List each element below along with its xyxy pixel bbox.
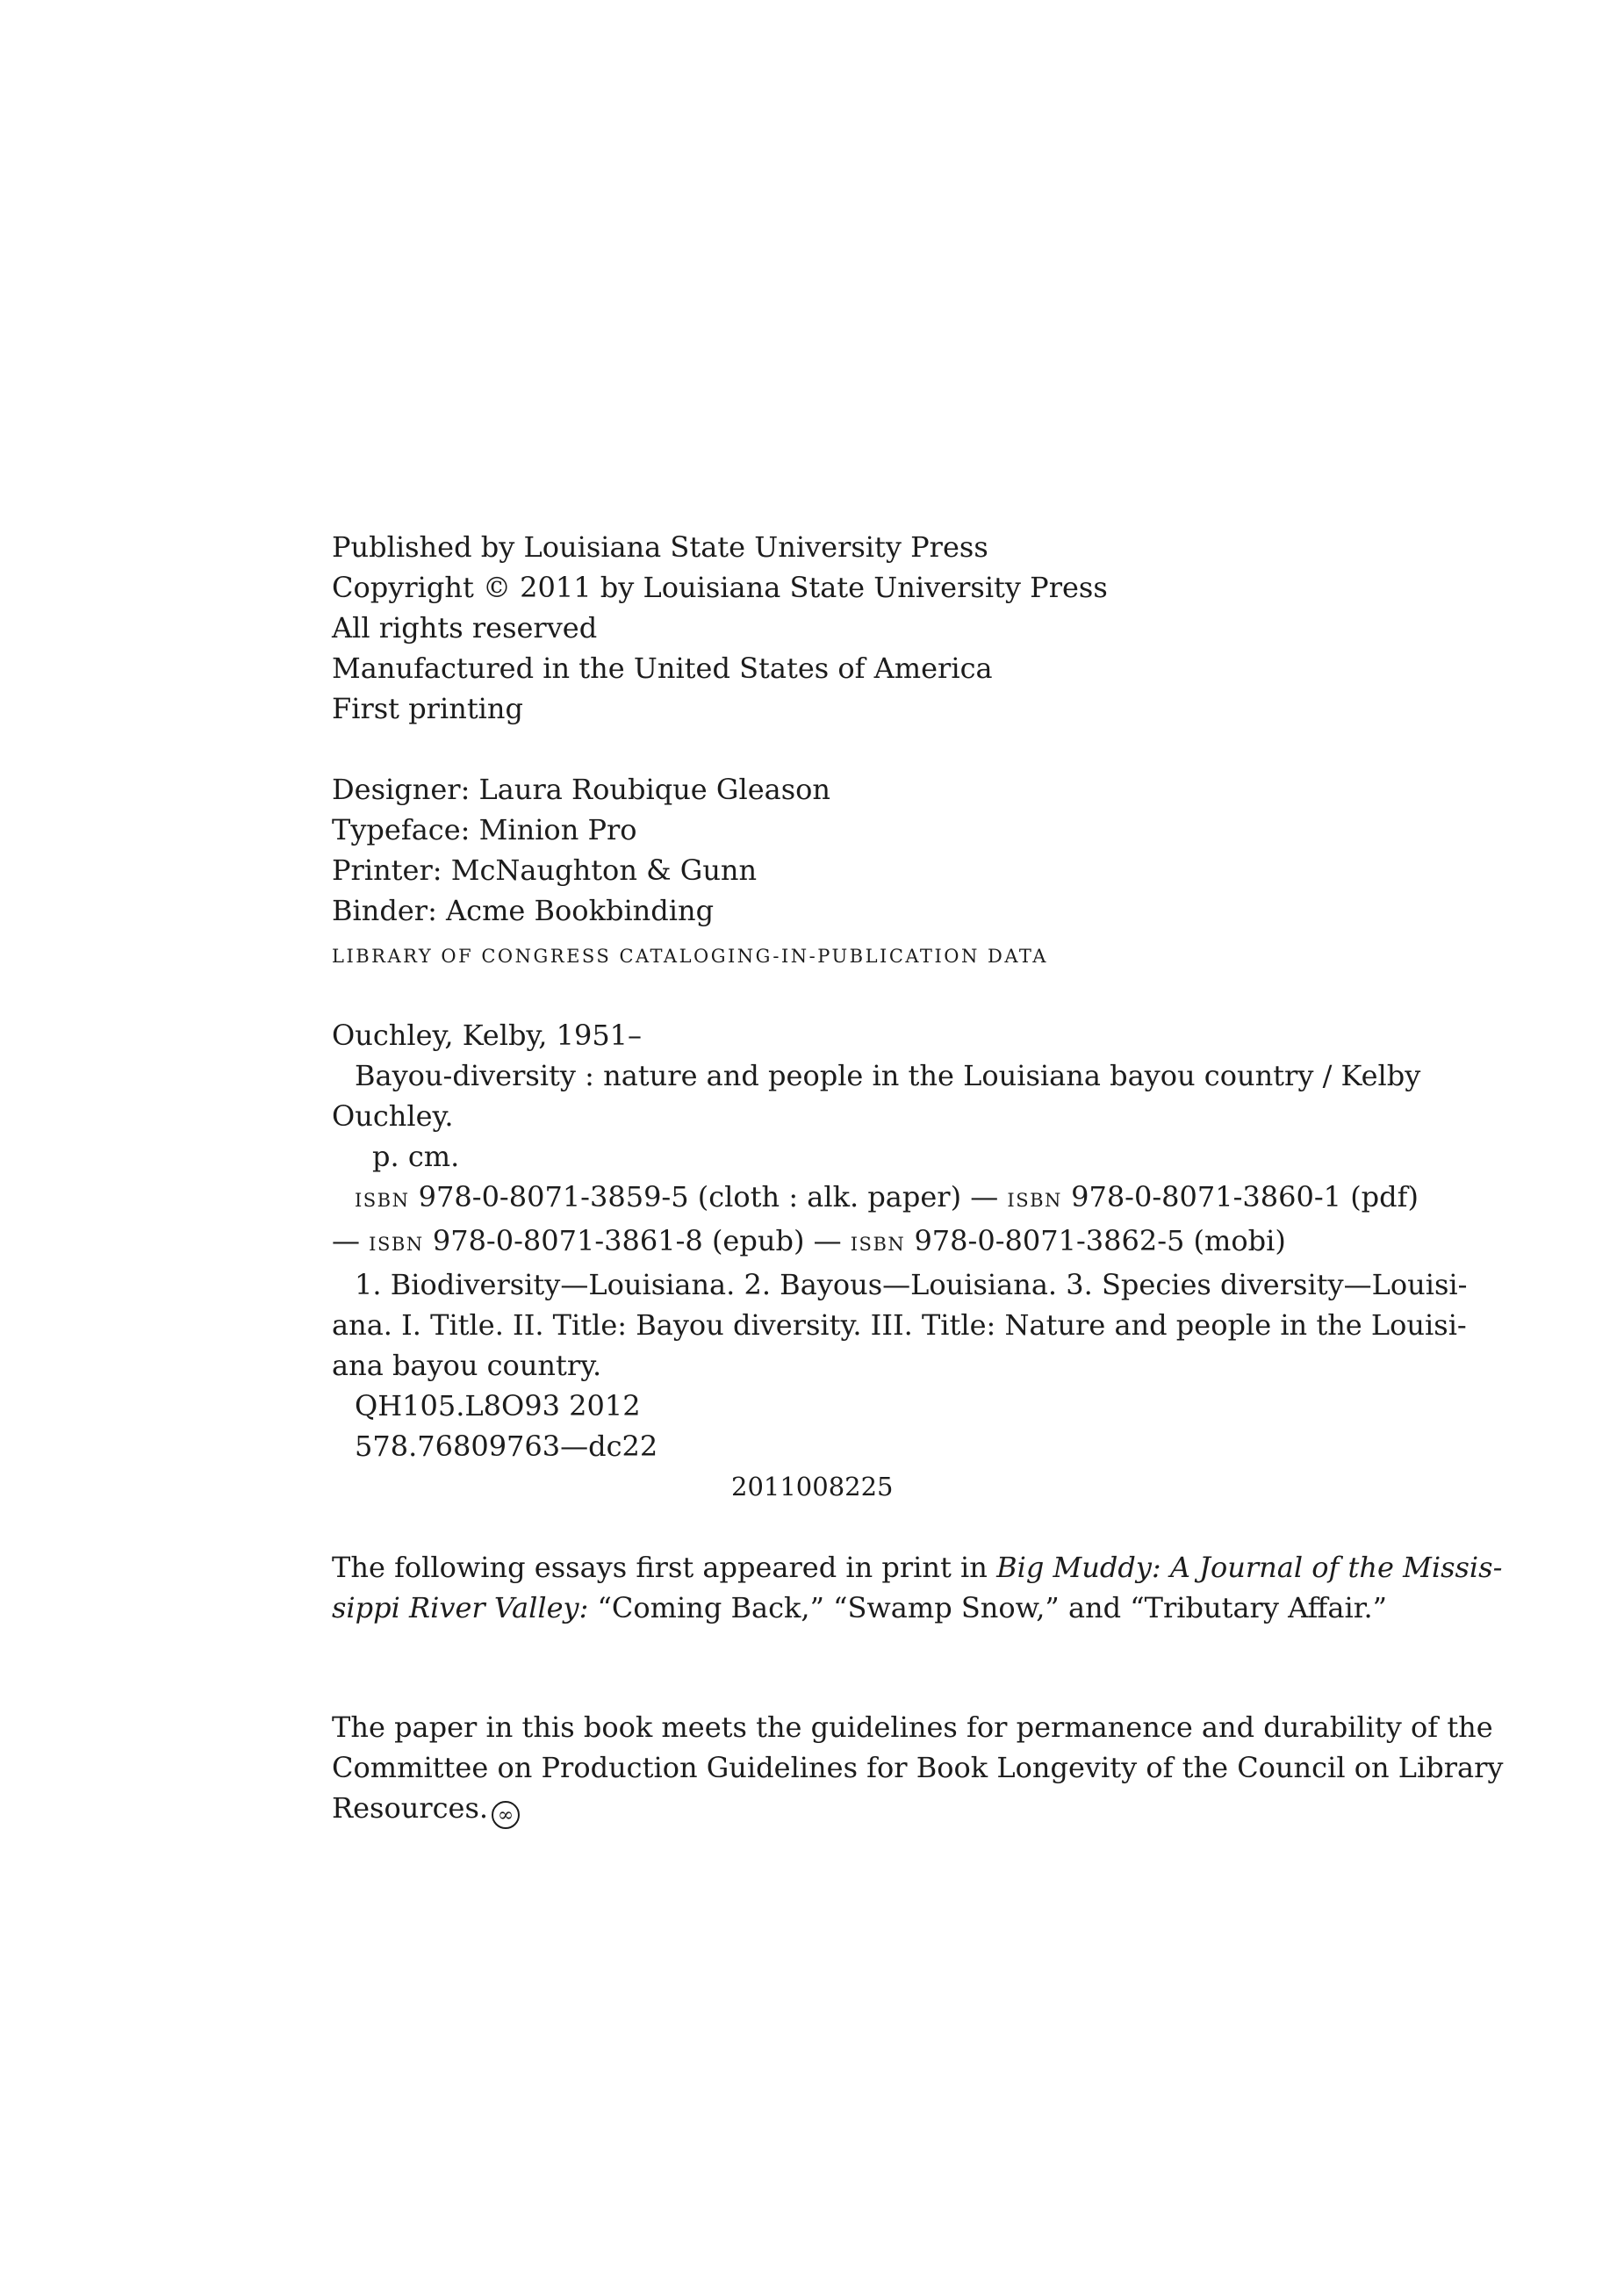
essays-line-2 [332,1588,1387,1628]
isbn-cloth: 978-0-8071-3859-5 (cloth : alk. paper) — [409,1180,1008,1214]
essays-note [332,1547,1503,1628]
credits-block [332,769,1350,931]
binder-line: Binder: Acme Bookbinding [332,894,715,927]
cip-title-line-1: Bayou-diversity : nature and people in the Louisiana bayou country / Kelby [355,1059,1421,1092]
cip-subjects-line-1: 1. Biodiversity—Louisiana. 2. Bayous—Louisiana. 3. Species diversity—Louisi- [355,1268,1468,1301]
cip-author: Ouchley, Kelby, 1951– [332,1019,643,1052]
paper-resources-text: Resources. [332,1791,489,1825]
essays-intro: The following essays first appeared in print in [332,1551,997,1584]
isbn-pdf: 978-0-8071-3860-1 (pdf) [1061,1180,1419,1214]
rights-line: All rights reserved [332,611,598,645]
cip-lccn: 2011008225 [731,1472,894,1502]
cip-pcm: p. cm. [372,1140,460,1173]
imprint-block [332,527,1350,729]
cip-dewey: 578.76809763—dc22 [355,1430,658,1463]
cip-isbn-line-2 [332,1221,1350,1264]
cip-isbn-line-1 [332,1177,1419,1221]
copyright-page [332,527,1504,1829]
designer-line: Designer: Laura Roubique Gleason [332,773,831,806]
isbn-label: ISBN [850,1234,906,1255]
paper-line-2: Committee on Production Guidelines for Book Longevity of the Council on Library [332,1751,1504,1784]
isbn-dash: — [332,1224,370,1257]
journal-title-part-2: sippi River Valley: [332,1591,589,1624]
printer-line: Printer: McNaughton & Gunn [332,853,758,887]
cip-heading: LIBRARY OF CONGRESS CATALOGING-IN-PUBLICATION DATA [332,946,1048,967]
printing-line: First printing [332,692,523,725]
copyright-line: Copyright © 2011 by Louisiana State University Press [332,571,1108,604]
publisher-line: Published by Louisiana State University Press [332,530,988,564]
essays-list: “Coming Back,” “Swamp Snow,” and “Tributary Affair.” [588,1591,1387,1624]
manufacture-line: Manufactured in the United States of America [332,652,993,685]
essays-line-1 [332,1547,1503,1588]
cip-subjects-line-2: ana. I. Title. II. Title: Bayou diversity. III. Title: Nature and people in the Louisi- [332,1308,1467,1342]
isbn-label: ISBN [355,1190,410,1211]
isbn-epub: 978-0-8071-3861-8 (epub) — [423,1224,851,1257]
isbn-mobi: 978-0-8071-3862-5 (mobi) [905,1224,1286,1257]
paper-line-3 [332,1788,1350,1829]
cip-lc-class: QH105.L8O93 2012 [355,1389,641,1422]
cip-subjects-line-3: ana bayou country. [332,1349,602,1382]
typeface-line: Typeface: Minion Pro [332,813,637,846]
paper-line-1: The paper in this book meets the guidelines for permanence and durability of the [332,1710,1493,1744]
paper-note [332,1707,1504,1829]
journal-title-part-1: Big Muddy: A Journal of the Missis- [996,1551,1503,1584]
isbn-label: ISBN [1007,1190,1062,1211]
cip-title-line-2: Ouchley. [332,1099,454,1133]
cip-block [332,1015,1468,1507]
isbn-label: ISBN [369,1234,424,1255]
permanent-paper-icon: ∞ [492,1801,520,1829]
